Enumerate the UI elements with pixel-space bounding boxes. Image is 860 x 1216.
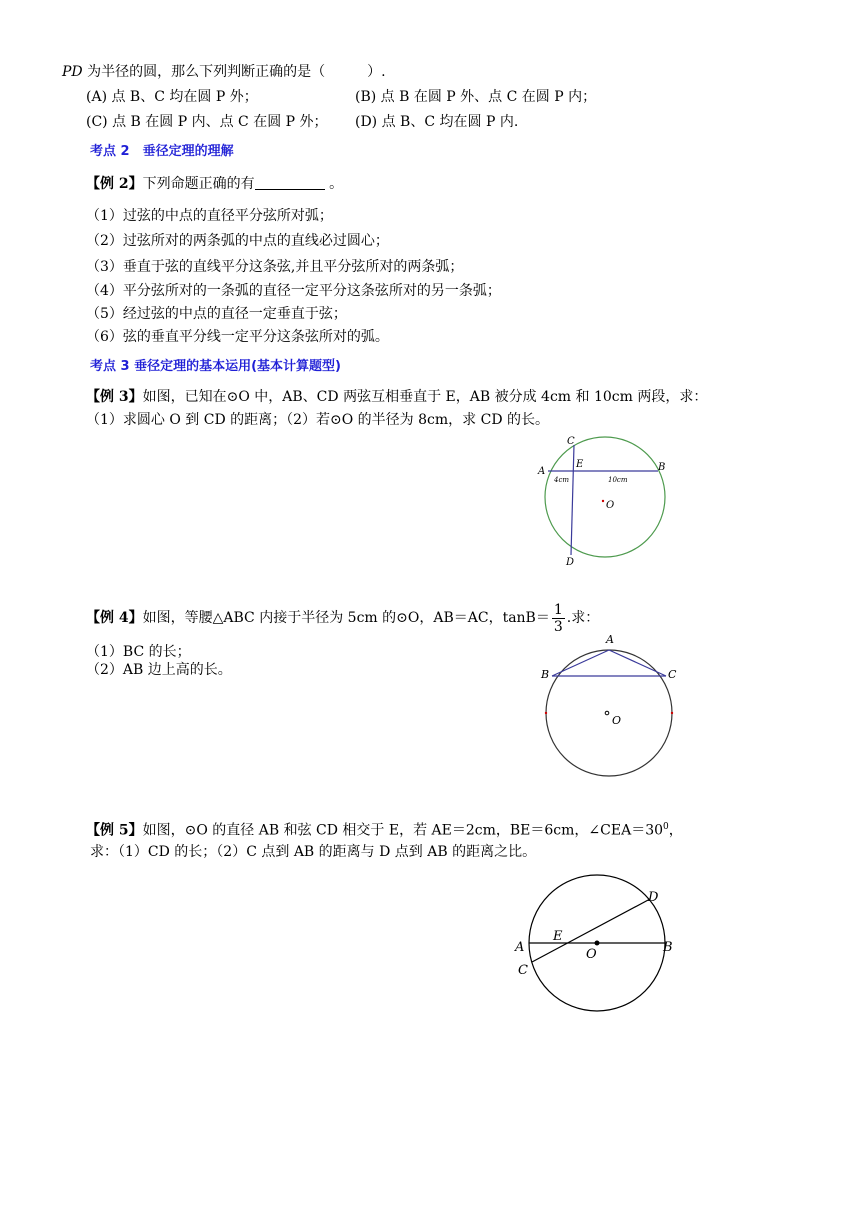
fraction-numerator: 1 — [553, 601, 563, 618]
example-5-tag: 【例 5】 — [86, 822, 143, 839]
segment-eb-label: 10cm — [608, 476, 628, 484]
option-a: (A) 点 B、C 均在圆 P 外； — [86, 89, 258, 105]
question-stem-text: 为半径的圆，那么下列判断正确的是（ ）. — [82, 64, 386, 80]
proposition-2: （2）过弦所对的两条弧的中点的直线必过圆心； — [86, 233, 389, 249]
label-c: C — [518, 963, 528, 978]
example-5-text: 如图，⊙O 的直径 AB 和弦 CD 相交于 E，若 AE＝2cm，BE＝6cm，∠CEA＝30 — [142, 822, 664, 839]
label-o: O — [586, 947, 597, 962]
example-5-tail: ， — [668, 822, 683, 839]
proposition-3: （3）垂直于弦的直线平分这条弦,并且平分弦所对的两条弧； — [86, 259, 464, 275]
proposition-1: （1）过弦的中点的直径平分弦所对弧； — [86, 208, 333, 224]
left-point — [545, 712, 547, 714]
question-continuation — [62, 63, 386, 81]
chord-cd — [571, 445, 574, 555]
figure-example-4 — [538, 630, 688, 785]
example-4-tail: .求： — [566, 610, 600, 626]
example-4-question-1: （1）BC 的长； — [86, 644, 191, 660]
figure-example-5 — [510, 872, 685, 1017]
answer-blank — [255, 175, 325, 190]
circle-o — [545, 437, 665, 557]
label-b: B — [658, 462, 666, 473]
example-2-tag: 【例 2】 — [86, 176, 143, 192]
chord-ac — [609, 650, 666, 676]
example-3-line-2: （1）求圆心 O 到 CD 的距离；（2）若⊙O 的半径为 8cm，求 CD 的长。 — [86, 412, 549, 428]
label-b: B — [663, 940, 673, 955]
center-point — [602, 500, 604, 502]
figure-example-3 — [530, 432, 680, 572]
label-a: A — [538, 466, 546, 477]
example-5-line-1 — [86, 818, 683, 840]
example-3-tag: 【例 3】 — [86, 389, 143, 405]
label-c: C — [567, 436, 575, 447]
label-d: D — [566, 557, 575, 568]
section-heading-kaodian-3: 考点 3 垂径定理的基本运用(基本计算题型) — [90, 359, 341, 374]
center-point — [605, 711, 609, 715]
option-b: (B) 点 B 在圆 P 外、点 C 在圆 P 内； — [355, 89, 597, 105]
proposition-5: （5）经过弦的中点的直径一定垂直于弦； — [86, 306, 347, 322]
chord-ab — [552, 650, 609, 676]
example-4-question-2: （2）AB 边上高的长。 — [86, 662, 232, 678]
option-d: (D) 点 B、C 均在圆 P 内. — [355, 114, 519, 130]
label-o: O — [612, 714, 622, 727]
degree-superscript: 0 — [663, 822, 669, 832]
option-c: (C) 点 B 在圆 P 内、点 C 在圆 P 外； — [86, 114, 328, 130]
section-heading-kaodian-2: 考点 2 垂径定理的理解 — [90, 144, 234, 159]
segment-ae-label: 4cm — [554, 476, 570, 484]
right-point — [671, 712, 673, 714]
example-2-text: 下列命题正确的有 — [142, 176, 255, 192]
example-4-text: 如图，等腰△ABC 内接于半径为 5cm 的⊙O，AB＝AC，tanB＝ — [142, 610, 550, 626]
label-a: A — [606, 633, 614, 646]
proposition-4: （4）平分弦所对的一条弧的直径一定平分这条弦所对的另一条弧； — [86, 283, 501, 299]
example-4-line-1 — [86, 598, 599, 638]
label-e: E — [576, 459, 584, 470]
example-4-tag: 【例 4】 — [86, 610, 143, 626]
label-e: E — [553, 929, 563, 944]
example-3-text: 如图，已知在⊙O 中，AB、CD 两弦互相垂直于 E，AB 被分成 4cm 和 10cm 两段，求： — [142, 389, 708, 405]
example-2-stem — [86, 175, 343, 193]
label-a: A — [515, 940, 525, 955]
fraction-denominator: 3 — [553, 618, 563, 635]
label-c: C — [668, 668, 677, 681]
example-3-line-1 — [86, 388, 707, 406]
example-2-tail: 。 — [324, 176, 344, 192]
example-5-line-2: 求：（1）CD 的长；（2）C 点到 AB 的距离与 D 点到 AB 的距离之比。 — [90, 844, 537, 860]
label-b: B — [541, 668, 550, 681]
segment-pd-label: PD — [62, 64, 83, 80]
label-o: O — [606, 500, 615, 511]
proposition-6: （6）弦的垂直平分线一定平分这条弦所对的弧。 — [86, 329, 389, 345]
label-d: D — [648, 890, 659, 905]
center-point — [595, 941, 600, 946]
